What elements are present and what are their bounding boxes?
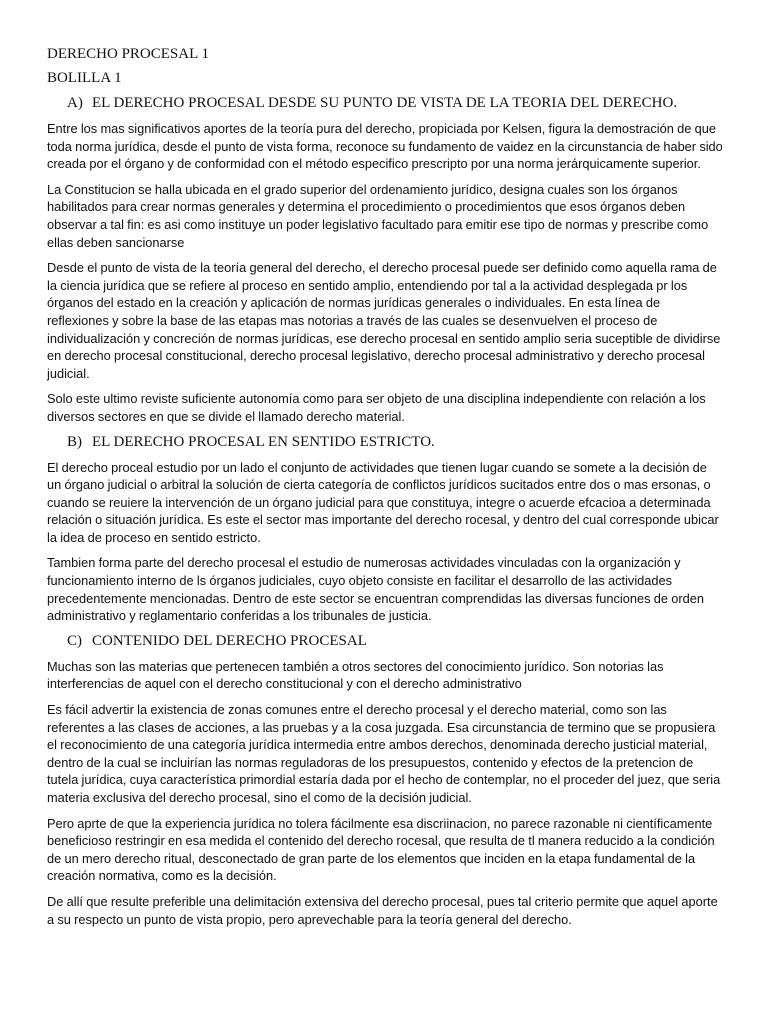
paragraph: Tambien forma parte del derecho procesal el estudio de numerosas actividades vinculadas con la organización y funcionamiento interno de ls órganos judiciales, cuyo objeto consiste en facilitar el desarrollo de las actividades precedentemente mencionadas. Dentro de este sector se encuentran comprendidas las diversas funciones de orden administrativo y reglamentario conferidas a los tribunales de justicia. <box>47 555 704 624</box>
section-letter: B) <box>67 433 82 450</box>
paragraph: Es fácil advertir la existencia de zonas comunes entre el derecho procesal y el derecho material, como son las referentes a las clases de acciones, a las pruebas y a la cosa juzgada. Esa circunstancia de termino que se propusiera el reconocimiento de una categoría jurídica intermedia entre ambos derechos, denominada derecho justicial material, dentro de la cual se incluirían las normas reguladoras de los presupuestos, contenido y efectos de la pretencion de tutela jurídica, cuya característica primordial estaría dada por el hecho de contemplar, no el proceder del juez, que seria materia exclusiva del derecho procesal, sino el como de la decisión judicial. <box>47 702 721 805</box>
document-page <box>47 39 723 928</box>
section-title: CONTENIDO DEL DERECHO PROCESAL <box>92 632 367 649</box>
paragraph: Pero aprte de que la experiencia jurídica no tolera fácilmente esa discriinacion, no parece razonable ni científicamente beneficioso restringir en esa medida el contenido del derecho rocesal, que resulta de tl manera reducido a la condición de un mero derecho ritual, desconectado de gran parte de los elementos que inciden en la etapa fundamental de la creación normativa, como es la decisión. <box>47 815 715 884</box>
section-letter: A) <box>67 95 83 111</box>
paragraph: De allí que resulte preferible una delimitación extensiva del derecho procesal, pues tal criterio permite que aquel aporte a su respecto un punto de vista propio, pero aprevechable para la teoría general del derecho. <box>47 893 718 927</box>
section-letter: C) <box>67 632 82 649</box>
section-heading-c <box>67 632 723 650</box>
section-heading-a <box>67 94 723 112</box>
paragraph: La Constitucion se halla ubicada en el grado superior del ordenamiento jurídico, designa cuales son los órganos habilitados para crear normas generales y determina el procedimiento o procedimientos que esos órganos deben observar a tal fin: es asi como instituye un poder legislativo facultado para emitir ese tipo de normas y prescribe como ellas deben sancionarse <box>47 181 709 250</box>
section-heading-b <box>67 433 723 451</box>
paragraph: Desde el punto de vista de la teoría general del derecho, el derecho procesal puede ser definido como aquella rama de la ciencia jurídica que se refiere al proceso en sentido amplio, entendiendo por tal a la actividad desplegada pr los órganos del estado en la creación y aplicación de normas jurídicas generales o individuales. En esta línea de reflexiones y sobre la base de las etapas mas notorias a través de las cuales se desenvuelven el proceso de individualización y concreción de normas jurídicas, ese derecho procesal en sentido amplio seria suceptible de dividirse en derecho procesal constitucional, derecho procesal legislativo, derecho procesal administrativo y derecho procesal judicial. <box>47 260 721 381</box>
paragraph: El derecho proceal estudio por un lado el conjunto de actividades que tienen lugar cuando se somete a la decisión de un órgano judicial o arbitral la solución de cierta categoría de conflictos jurídicos sucitados entre dos o mas ersonas, o cuando se reuiere la intervención de un órgano judicial para que constituya, integre o acuerde efcacioa a determinada relación o situación jurídica. Es este el sector mas importante del derecho rocesal, y dentro del cual corresponde ubicar la idea de proceso en sentido estricto. <box>47 459 719 545</box>
section-title: EL DERECHO PROCESAL EN SENTIDO ESTRICTO. <box>92 433 435 450</box>
paragraph: Solo este ultimo reviste suficiente autonomía como para ser objeto de una disciplina independiente con relación a los diversos sectores en que se divide el llamado derecho material. <box>47 391 706 424</box>
document-subtitle: BOLILLA 1 <box>47 70 122 86</box>
paragraph: Entre los mas significativos aportes de la teoría pura del derecho, propiciada por Kelsen, figura la demostración de que toda norma jurídica, desde el punto de vista forma, reconoce su fundamento de vaidez en la circunstancia de haber sido creada por el órgano y de conformidad con el método especifico prescripto por una norma jerárquicamente superior. <box>47 121 723 172</box>
document-title: DERECHO PROCESAL 1 <box>47 46 209 62</box>
section-title: EL DERECHO PROCESAL DESDE SU PUNTO DE VISTA DE LA TEORIA DEL DERECHO. <box>92 95 678 111</box>
paragraph: Muchas son las materias que pertenecen también a otros sectores del conocimiento jurídico. Son notorias las interferencias de aquel con el derecho constitucional y con el derecho administrativo <box>47 658 664 692</box>
